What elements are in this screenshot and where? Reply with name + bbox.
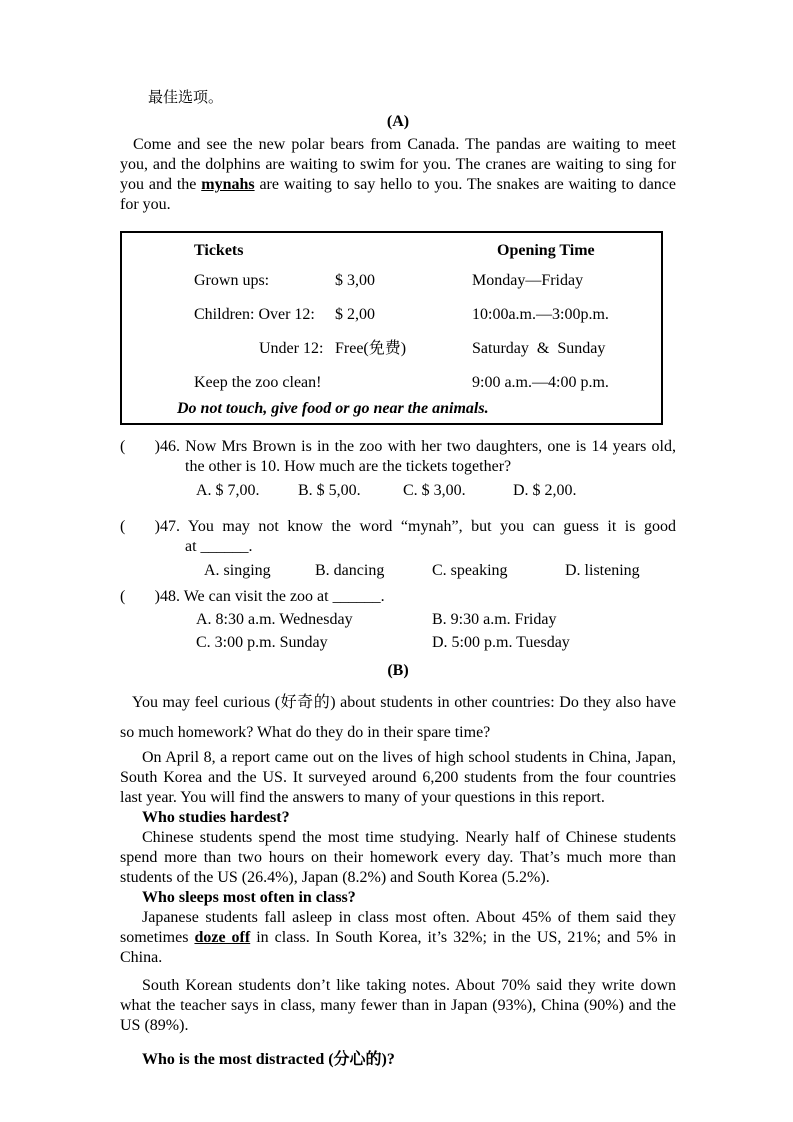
answer-blank-parens bbox=[120, 437, 160, 457]
question-48-options-row-1 bbox=[120, 609, 676, 630]
question-46-line-1 bbox=[120, 437, 676, 457]
question-48 bbox=[120, 587, 676, 653]
section-b-label: (B) bbox=[387, 662, 409, 679]
answer-blank-parens bbox=[120, 587, 160, 607]
passage-b-paragraph-5: South Korean students don’t like taking notes. About 70% said they write down what the teacher says in class, many fewer than in Japan (93%), China (90%) and the US (89%). bbox=[120, 977, 676, 1034]
passage-b-paragraph-2: On April 8, a report came out on the lives of high school students in China, Japan, South Korea and the US. It surveyed around 6,200 students from the four countries last year. You will find the answers to many of your questions in this report. bbox=[120, 749, 676, 806]
zoo-row-price: $ 2,00 bbox=[335, 306, 375, 323]
question-47 bbox=[120, 517, 676, 581]
option-c: C. speaking bbox=[432, 562, 508, 579]
zoo-notice: Do not touch, give food or go near the animals. bbox=[177, 400, 489, 417]
option-c: C. 3:00 p.m. Sunday bbox=[196, 634, 328, 651]
question-46-options bbox=[120, 480, 676, 501]
zoo-row-label: Keep the zoo clean! bbox=[194, 374, 322, 391]
passage-a bbox=[120, 135, 676, 215]
option-d: D. $ 2,00. bbox=[513, 482, 577, 499]
zoo-row-grown-ups bbox=[122, 271, 661, 291]
option-a: A. $ 7,00. bbox=[196, 482, 260, 499]
zoo-row-label: Grown ups: bbox=[194, 272, 270, 289]
question-47-text: 47. You may not know the word “mynah”, but you can guess it is good bbox=[160, 518, 676, 535]
option-d: D. 5:00 p.m. Tuesday bbox=[432, 634, 570, 651]
mynahs-underlined-word: mynahs bbox=[201, 176, 255, 193]
zoo-row-time: Saturday & Sunday bbox=[472, 340, 606, 357]
heading-who-studies-hardest: Who studies hardest? bbox=[142, 809, 290, 826]
heading-who-is-most-distracted: Who is the most distracted (分心的)? bbox=[142, 1051, 395, 1068]
answer-blank-parens bbox=[120, 517, 160, 537]
passage-a-text-1: Come and see the new polar bears from Canada. The pandas are waiting to meet you, and the dolphins are waiting to swim for you. The cranes are waiting to sing for you and the bbox=[120, 136, 676, 193]
zoo-info-box bbox=[120, 231, 663, 425]
option-a: A. singing bbox=[204, 562, 271, 579]
zoo-row-time: 9:00 a.m.—4:00 p.m. bbox=[472, 374, 609, 391]
paren-open: ( bbox=[120, 588, 126, 605]
passage-b-paragraph-1: You may feel curious (好奇的) about students in other countries: Do they also have so much homework? What do they do in their spare time? bbox=[120, 694, 676, 741]
question-48-options-row-2 bbox=[120, 632, 676, 653]
question-46 bbox=[120, 437, 676, 501]
passage-a-text-2: are waiting to say hello to you. The snakes are waiting to dance for you. bbox=[120, 176, 677, 213]
zoo-row-children bbox=[122, 305, 661, 325]
question-46-line-2: the other is 10. How much are the tickets together? bbox=[185, 458, 512, 475]
question-47-options bbox=[120, 560, 676, 581]
paren-open: ( bbox=[120, 438, 126, 455]
opening-time-header: Opening Time bbox=[497, 242, 595, 259]
paren-close: ) bbox=[154, 588, 160, 605]
question-47-line-2: at ______. bbox=[185, 538, 253, 555]
zoo-row-keep-clean bbox=[122, 373, 661, 393]
option-b: B. $ 5,00. bbox=[298, 482, 361, 499]
page-content bbox=[120, 88, 676, 1070]
tickets-header: Tickets bbox=[194, 242, 244, 259]
question-48-line-1 bbox=[120, 587, 676, 607]
option-a: A. 8:30 a.m. Wednesday bbox=[196, 611, 353, 628]
question-48-text: 48. We can visit the zoo at ______. bbox=[160, 588, 385, 605]
passage-b-paragraph-3: Chinese students spend the most time studying. Nearly half of Chinese students spend more than two hours on their homework every day. That’s much more than students of the US (26.4%), Japan (8.2%) and South Korea (5.2%). bbox=[120, 829, 676, 886]
question-47-line-1 bbox=[120, 517, 676, 537]
zoo-row-label: Under 12: bbox=[259, 340, 324, 357]
paragraph-4-text-1: Japanese students fall asleep in class most often. About 45% of them said they sometimes bbox=[120, 909, 676, 946]
paren-close: ) bbox=[154, 518, 160, 535]
passage-b-paragraph-4 bbox=[120, 908, 676, 968]
question-46-text: 46. Now Mrs Brown is in the zoo with her two daughters, one is 14 years old, bbox=[160, 438, 676, 455]
zoo-row-under-12 bbox=[122, 339, 661, 359]
section-a-label: (A) bbox=[386, 113, 410, 130]
heading-who-sleeps-most: Who sleeps most often in class? bbox=[142, 889, 356, 906]
zoo-row-time: Monday—Friday bbox=[472, 272, 584, 289]
zoo-row-price: $ 3,00 bbox=[335, 272, 375, 289]
option-b: B. dancing bbox=[315, 562, 385, 579]
option-d: D. listening bbox=[565, 562, 640, 579]
option-c: C. $ 3,00. bbox=[403, 482, 466, 499]
zoo-row-time: 10:00a.m.—3:00p.m. bbox=[472, 306, 609, 323]
paren-open: ( bbox=[120, 518, 126, 535]
zoo-box-header-row bbox=[122, 241, 661, 261]
doze-off-underlined-word: doze off bbox=[194, 929, 251, 946]
instruction-line: 最佳选项。 bbox=[148, 90, 224, 106]
option-b: B. 9:30 a.m. Friday bbox=[432, 611, 557, 628]
paragraph-4-text-2: in class. In South Korea, it’s 32%; in the US, 21%; and 5% in China. bbox=[120, 929, 677, 966]
paren-close: ) bbox=[154, 438, 160, 455]
zoo-row-price: Free(免费) bbox=[335, 340, 407, 357]
zoo-row-label: Children: Over 12: bbox=[194, 306, 315, 323]
